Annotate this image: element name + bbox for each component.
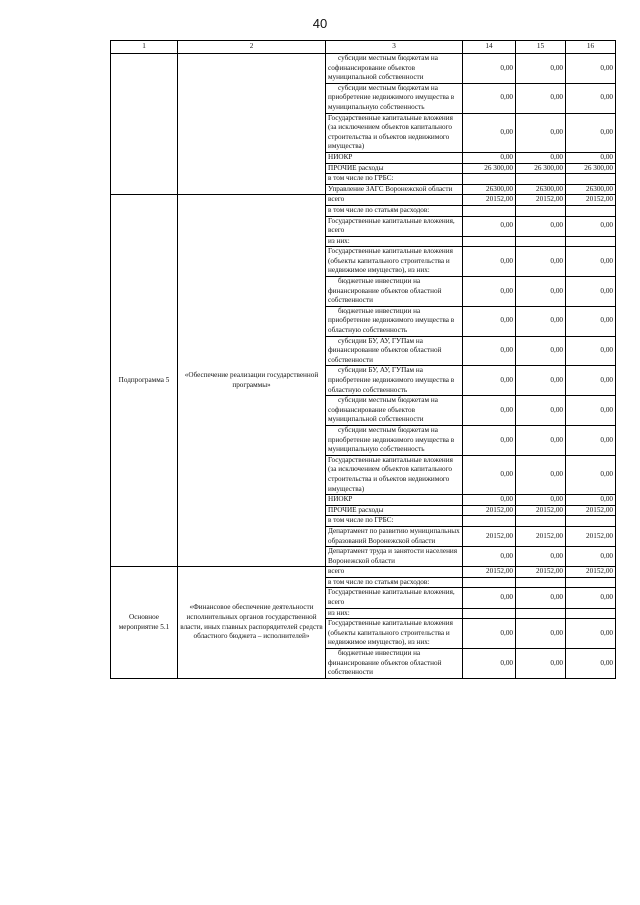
value-cell: 20152,00 [566, 195, 616, 206]
value-cell [516, 205, 566, 216]
value-cell: 26300,00 [566, 184, 616, 195]
value-cell: 0,00 [516, 113, 566, 152]
value-cell: 0,00 [566, 83, 616, 113]
expense-label-cell: Государственные капитальные вложения (объекты капитального строительства и недвижимое имущество), из них: [326, 619, 463, 649]
value-cell: 26 300,00 [463, 163, 516, 174]
value-cell: 0,00 [566, 619, 616, 649]
value-cell: 20152,00 [463, 567, 516, 578]
page-number: 40 [312, 16, 328, 31]
header-cell: 15 [516, 41, 566, 54]
value-cell: 0,00 [516, 277, 566, 307]
header-cell: 14 [463, 41, 516, 54]
value-cell: 0,00 [566, 649, 616, 679]
table-body [111, 54, 616, 679]
value-cell [463, 236, 516, 247]
value-cell: 0,00 [463, 649, 516, 679]
value-cell [516, 577, 566, 588]
value-cell: 0,00 [566, 425, 616, 455]
program-title-cell [178, 54, 326, 195]
value-cell [566, 577, 616, 588]
expense-label-cell: субсидии БУ, АУ, ГУПам на финансирование объектов областной собственности [326, 336, 463, 366]
program-title-cell: «Обеспечение реализации государственной программы» [178, 195, 326, 567]
value-cell: 0,00 [566, 588, 616, 608]
value-cell: 26 300,00 [516, 163, 566, 174]
value-cell: 0,00 [516, 336, 566, 366]
value-cell: 0,00 [463, 216, 516, 236]
value-cell: 20152,00 [516, 505, 566, 516]
value-cell: 0,00 [463, 547, 516, 567]
value-cell: 20152,00 [566, 505, 616, 516]
header-cell: 3 [326, 41, 463, 54]
header-cell: 16 [566, 41, 616, 54]
program-cell: Основное мероприятие 5.1 [111, 567, 178, 679]
expense-label-cell: субсидии местным бюджетам на софинансирование объектов муниципальной собственности [326, 396, 463, 426]
value-cell: 20152,00 [566, 567, 616, 578]
value-cell: 0,00 [516, 425, 566, 455]
value-cell: 0,00 [463, 54, 516, 84]
value-cell: 0,00 [566, 113, 616, 152]
value-cell: 0,00 [516, 83, 566, 113]
value-cell [463, 516, 516, 527]
value-cell: 0,00 [516, 396, 566, 426]
table-row [111, 567, 616, 578]
value-cell: 0,00 [516, 247, 566, 277]
value-cell: 0,00 [566, 396, 616, 426]
value-cell: 0,00 [463, 113, 516, 152]
expense-label-cell: бюджетные инвестиции на финансирование объектов областной собственности [326, 277, 463, 307]
expense-label-cell: ПРОЧИЕ расходы [326, 163, 463, 174]
expense-label-cell: всего [326, 567, 463, 578]
value-cell: 26 300,00 [566, 163, 616, 174]
expense-label-cell: Государственные капитальные вложения, всего [326, 216, 463, 236]
value-cell: 20152,00 [516, 195, 566, 206]
value-cell [566, 608, 616, 619]
value-cell: 0,00 [463, 495, 516, 506]
expense-label-cell: Государственные капитальные вложения (за исключением объектов капитального строительства и объектов недвижимого имущества) [326, 113, 463, 152]
value-cell: 0,00 [566, 306, 616, 336]
value-cell: 0,00 [463, 277, 516, 307]
program-title-cell: «Финансовое обеспечение деятельности исполнительных органов государственной власти, иных главных распорядителей средств областного бюджета – исполнителей» [178, 567, 326, 679]
value-cell: 0,00 [516, 152, 566, 163]
value-cell: 0,00 [463, 306, 516, 336]
expense-label-cell: субсидии местным бюджетам на софинансирование объектов муниципальной собственности [326, 54, 463, 84]
expense-label-cell: бюджетные инвестиции на приобретение недвижимого имущества в областную собственность [326, 306, 463, 336]
expense-label-cell: Государственные капитальные вложения, всего [326, 588, 463, 608]
value-cell: 20152,00 [463, 526, 516, 546]
value-cell: 20152,00 [463, 195, 516, 206]
value-cell: 0,00 [516, 495, 566, 506]
expense-label-cell: из них: [326, 608, 463, 619]
header-cell: 1 [111, 41, 178, 54]
value-cell: 0,00 [463, 336, 516, 366]
expense-label-cell: в том числе по ГРБС: [326, 174, 463, 185]
value-cell: 0,00 [566, 54, 616, 84]
value-cell: 0,00 [463, 588, 516, 608]
value-cell: 0,00 [566, 216, 616, 236]
expense-label-cell: субсидии местным бюджетам на приобретение недвижимого имущества в муниципальную собственность [326, 425, 463, 455]
value-cell: 0,00 [463, 619, 516, 649]
value-cell: 0,00 [463, 366, 516, 396]
value-cell: 0,00 [463, 247, 516, 277]
expense-label-cell: в том числе по статьям расходов: [326, 577, 463, 588]
table-row [111, 54, 616, 84]
value-cell: 0,00 [566, 455, 616, 494]
value-cell: 0,00 [516, 216, 566, 236]
budget-table [110, 40, 616, 679]
value-cell [566, 236, 616, 247]
expense-label-cell: Государственные капитальные вложения (объекты капитального строительства и недвижимое имущество), из них: [326, 247, 463, 277]
value-cell: 20152,00 [566, 526, 616, 546]
value-cell [566, 516, 616, 527]
value-cell [516, 174, 566, 185]
expense-label-cell: субсидии местным бюджетам на приобретение недвижимого имущества в муниципальную собственность [326, 83, 463, 113]
expense-label-cell: НИОКР [326, 495, 463, 506]
value-cell: 0,00 [516, 455, 566, 494]
value-cell: 0,00 [463, 396, 516, 426]
expense-label-cell: ПРОЧИЕ расходы [326, 505, 463, 516]
value-cell [463, 174, 516, 185]
value-cell [516, 236, 566, 247]
expense-label-cell: Департамент труда и занятости населения Воронежской области [326, 547, 463, 567]
value-cell: 0,00 [463, 152, 516, 163]
expense-label-cell: Управление ЗАГС Воронежской области [326, 184, 463, 195]
value-cell: 0,00 [516, 306, 566, 336]
value-cell [516, 516, 566, 527]
value-cell [463, 205, 516, 216]
value-cell [566, 205, 616, 216]
value-cell: 0,00 [516, 649, 566, 679]
header-cell: 2 [178, 41, 326, 54]
value-cell: 20152,00 [516, 526, 566, 546]
value-cell: 0,00 [516, 588, 566, 608]
value-cell: 20152,00 [463, 505, 516, 516]
value-cell: 0,00 [463, 83, 516, 113]
program-cell [111, 54, 178, 195]
value-cell [516, 608, 566, 619]
value-cell: 0,00 [566, 277, 616, 307]
value-cell: 0,00 [566, 247, 616, 277]
value-cell: 26300,00 [516, 184, 566, 195]
value-cell [463, 608, 516, 619]
value-cell: 26300,00 [463, 184, 516, 195]
expense-label-cell: в том числе по ГРБС: [326, 516, 463, 527]
expense-label-cell: из них: [326, 236, 463, 247]
value-cell: 0,00 [566, 366, 616, 396]
value-cell: 0,00 [566, 336, 616, 366]
value-cell [463, 577, 516, 588]
value-cell: 0,00 [566, 152, 616, 163]
expense-label-cell: Государственные капитальные вложения (за исключением объектов капитального строительства и объектов недвижимого имущества) [326, 455, 463, 494]
expense-label-cell: субсидии БУ, АУ, ГУПам на приобретение недвижимого имущества в областную собственность [326, 366, 463, 396]
expense-label-cell: НИОКР [326, 152, 463, 163]
value-cell: 0,00 [516, 366, 566, 396]
expense-label-cell: всего [326, 195, 463, 206]
value-cell: 0,00 [516, 54, 566, 84]
value-cell: 0,00 [463, 455, 516, 494]
expense-label-cell: Департамент по развитию муниципальных образований Воронежской области [326, 526, 463, 546]
value-cell: 0,00 [516, 547, 566, 567]
value-cell: 0,00 [516, 619, 566, 649]
value-cell: 0,00 [463, 425, 516, 455]
value-cell: 0,00 [566, 547, 616, 567]
table-row [111, 195, 616, 206]
expense-label-cell: в том числе по статьям расходов: [326, 205, 463, 216]
value-cell: 20152,00 [516, 567, 566, 578]
value-cell: 0,00 [566, 495, 616, 506]
program-cell: Подпрограмма 5 [111, 195, 178, 567]
expense-label-cell: бюджетные инвестиции на финансирование объектов областной собственности [326, 649, 463, 679]
header-row [111, 41, 616, 54]
value-cell [566, 174, 616, 185]
